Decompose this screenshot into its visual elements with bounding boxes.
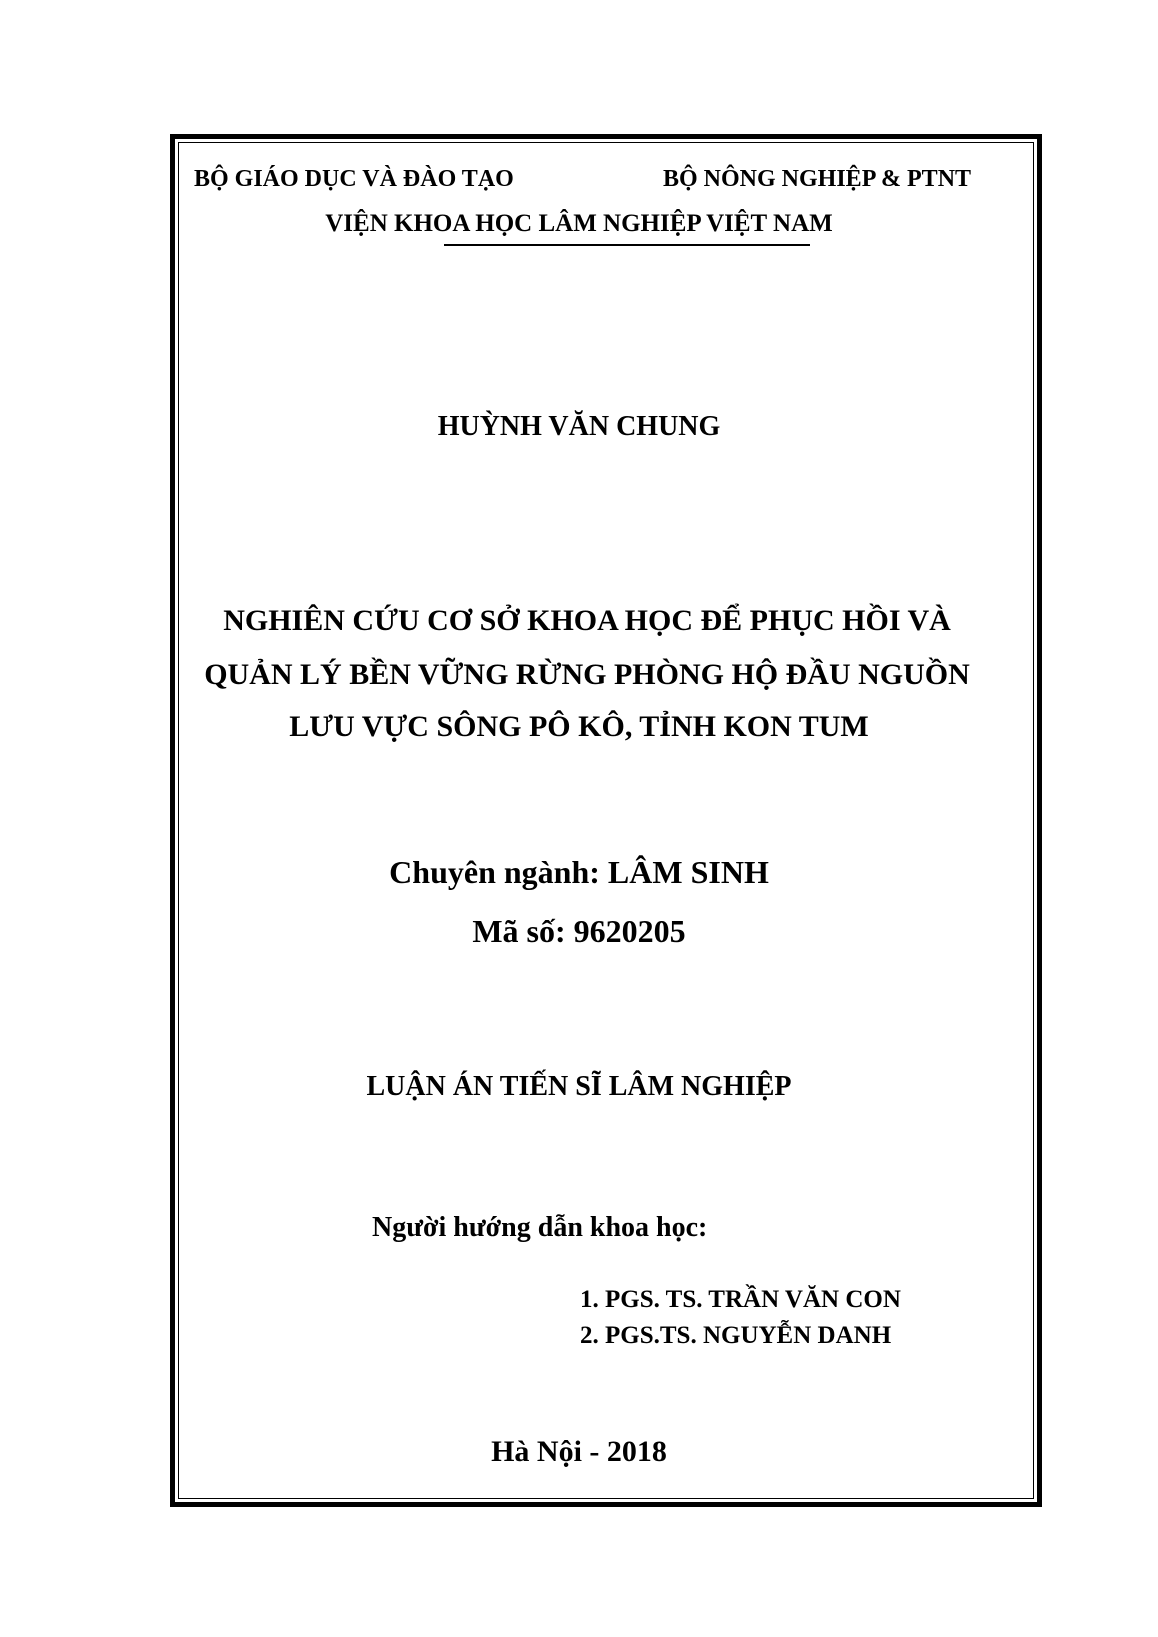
thesis-title-line-2: QUẢN LÝ BỀN VỮNG RỪNG PHÒNG HỘ ĐẦU NGUỒN [204,658,970,691]
advisor-2: 2. PGS.TS. NGUYỄN DANH [580,1322,892,1349]
specialization: Chuyên ngành: LÂM SINH [389,854,769,890]
advisors-label: Người hướng dẫn khoa học: [372,1212,708,1243]
advisor-1: 1. PGS. TS. TRẦN VĂN CON [580,1286,901,1313]
specialization-code: Mã số: 9620205 [472,913,686,949]
institute-name: VIỆN KHOA HỌC LÂM NGHIỆP VIỆT NAM [325,210,833,237]
thesis-title-line-1: NGHIÊN CỨU CƠ SỞ KHOA HỌC ĐỂ PHỤC HỒI VÀ [223,604,951,637]
ministry-left: BỘ GIÁO DỤC VÀ ĐÀO TẠO [194,166,514,192]
ministry-right: BỘ NÔNG NGHIỆP & PTNT [663,166,972,192]
place-and-year: Hà Nội - 2018 [491,1435,667,1468]
degree-title: LUẬN ÁN TIẾN SĨ LÂM NGHIỆP [366,1071,792,1102]
author-name: HUỲNH VĂN CHUNG [437,411,721,442]
thesis-title-line-3: LƯU VỰC SÔNG PÔ KÔ, TỈNH KON TUM [289,710,869,743]
institute-underline [444,244,810,246]
